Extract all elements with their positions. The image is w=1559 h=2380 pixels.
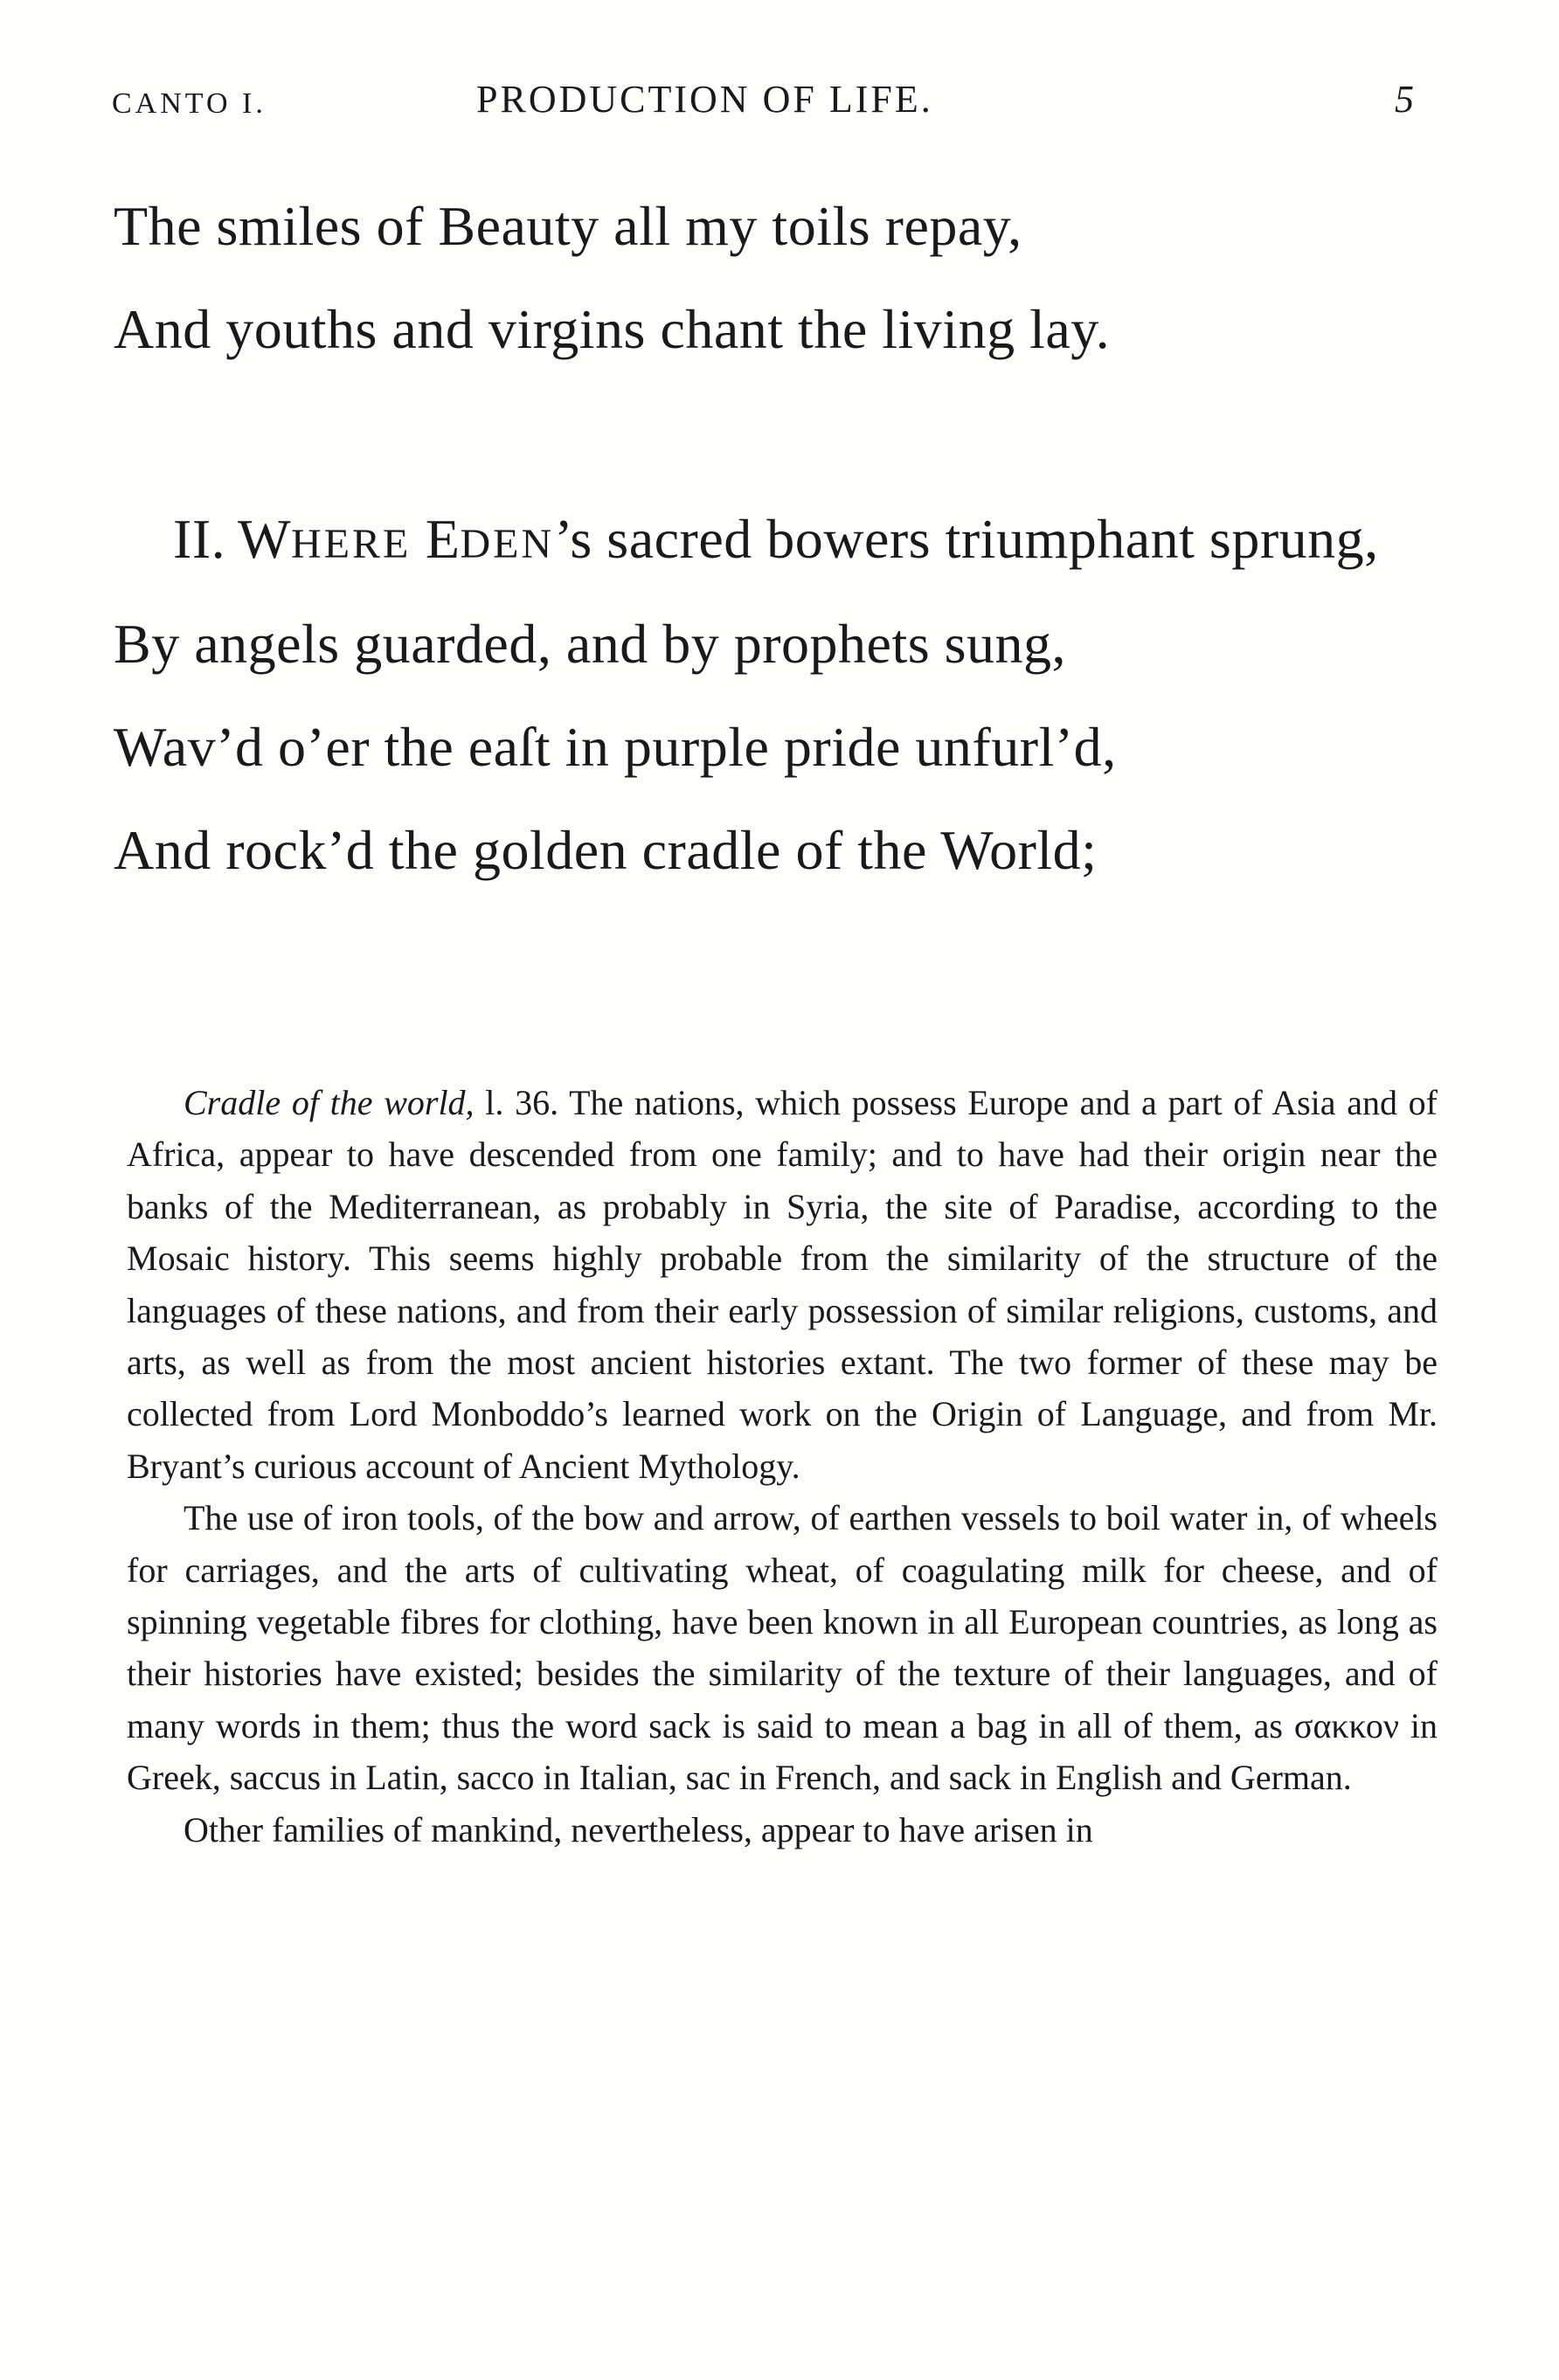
stanza-first-line: II. WHERE EDEN’s sacred bowers triumphant sprung, [173,508,1379,570]
verse-line: The smiles of Beauty all my toils repay, [114,195,1022,257]
note-paragraph: The use of iron tools, of the bow and arrow, of earthen vessels to boil water in, of wheels for carriages, and the arts of cultivating wheat, of coagulating milk for cheese, and of spinning vegetable fibres for clothing, have been known in all European countries, as long as their histories have existed; besides the similarity of the texture of their languages, and of many words in them; thus the word sack is said to mean a bag in all of them, as σακκον in Greek, saccus in Latin, sacco in Italian, sac in French, and sack in English and German. [127,1498,1438,1798]
running-title: PRODUCTION OF LIFE. [476,78,933,121]
verse-line: By angels guarded, and by prophets sung, [114,613,1067,675]
footnotes [127,1077,1438,1856]
canto-label: CANTO I. [112,87,267,120]
note-reference: l. 36. [474,1083,559,1122]
verse-line: And youths and virgins chant the living lay. [114,298,1111,360]
verse-line: Wav’d o’er the eaſt in purple pride unfurl’d, [114,716,1117,778]
page-number: 5 [1395,78,1414,121]
stanza-number: II. [173,508,226,570]
note-paragraph: Cradle of the world, l. 36. The nations, which possess Europe and a part of Asia and of Africa, appear to have descended from one family; and to have had their origin near the banks of the Mediterranean, as probably in Syria, the site of Paradise, according to the Mosaic history. This seems highly probable from the similarity of the structure of the languages of these nations, and from their early possession of similar religions, customs, and arts, as well as from the most ancient histories extant. The two former of these may be collected from Lord Monboddo’s learned work on the Origin of Language, and from Mr. Bryant’s curious account of Ancient Mythology. [127,1083,1438,1486]
note-heading: Cradle of the world, [184,1083,475,1122]
note-paragraph: Other families of mankind, nevertheless, appear to have arisen in [184,1809,1093,1849]
verse-line: And rock’d the golden cradle of the World; [114,819,1098,881]
running-head [0,77,1559,129]
